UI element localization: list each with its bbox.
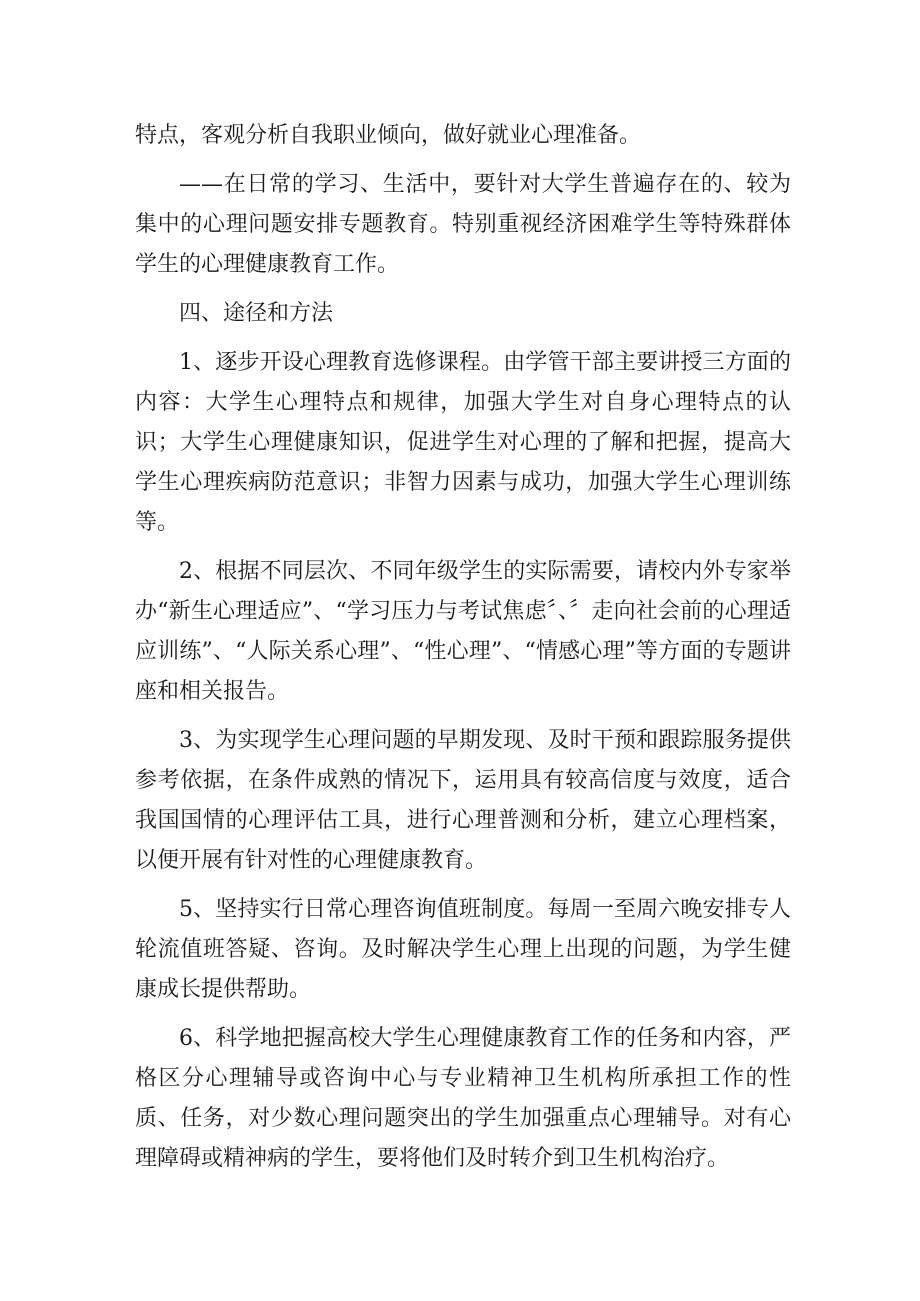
paragraph-item-3: 3、为实现学生心理问题的早期发现、及时干预和跟踪服务提供参考依据，在条件成熟的情况下，运用具有较高信度与效度，适合我国国情的心理评估工具，进行心理普测和分析，建立心理档案，以便开展有针对性的心理健康教育。	[135, 728, 791, 873]
paragraph-special-topics: ——在日常的学习、生活中，要针对大学生普遍存在的、较为集中的心理问题安排专题教育。特别重视经济困难学生等特殊群体学生的心理健康教育工作。	[135, 172, 791, 277]
paragraph-item-2: 2、根据不同层次、不同年级学生的实际需要，请校内外专家举办“新生心理适应”、“学习压力与考试焦虑〞、〞走向社会前的心理适应训练”、“人际关系心理”、“性心理”、“情感心理”等方面的专题讲座和相关报告。	[135, 559, 791, 704]
paragraph-item-5: 5、坚持实行日常心理咨询值班制度。每周一至周六晚安排专人轮流值班答疑、咨询。及时解决学生心理上出现的问题，为学生健康成长提供帮助。	[135, 897, 791, 1002]
paragraph-item-6: 6、科学地把握高校大学生心理健康教育工作的任务和内容，严格区分心理辅导或咨询中心与专业精神卫生机构所承担工作的性质、任务，对少数心理问题突出的学生加强重点心理辅导。对有心理障碍或精神病的学生，要将他们及时转介到卫生机构治疗。	[135, 1026, 791, 1171]
document-body	[135, 116, 791, 1188]
paragraph-item-1: 1、逐步开设心理教育选修课程。由学管干部主要讲授三方面的内容：大学生心理特点和规律，加强大学生对自身心理特点的认识；大学生心理健康知识，促进学生对心理的了解和把握，提高大学生心理疾病防范意识；非智力因素与成功，加强大学生心理训练等。	[135, 350, 791, 535]
section-heading-methods: 四、途径和方法	[179, 301, 334, 326]
paragraph-continuation: 特点，客观分析自我职业倾向，做好就业心理准备。	[135, 123, 642, 148]
